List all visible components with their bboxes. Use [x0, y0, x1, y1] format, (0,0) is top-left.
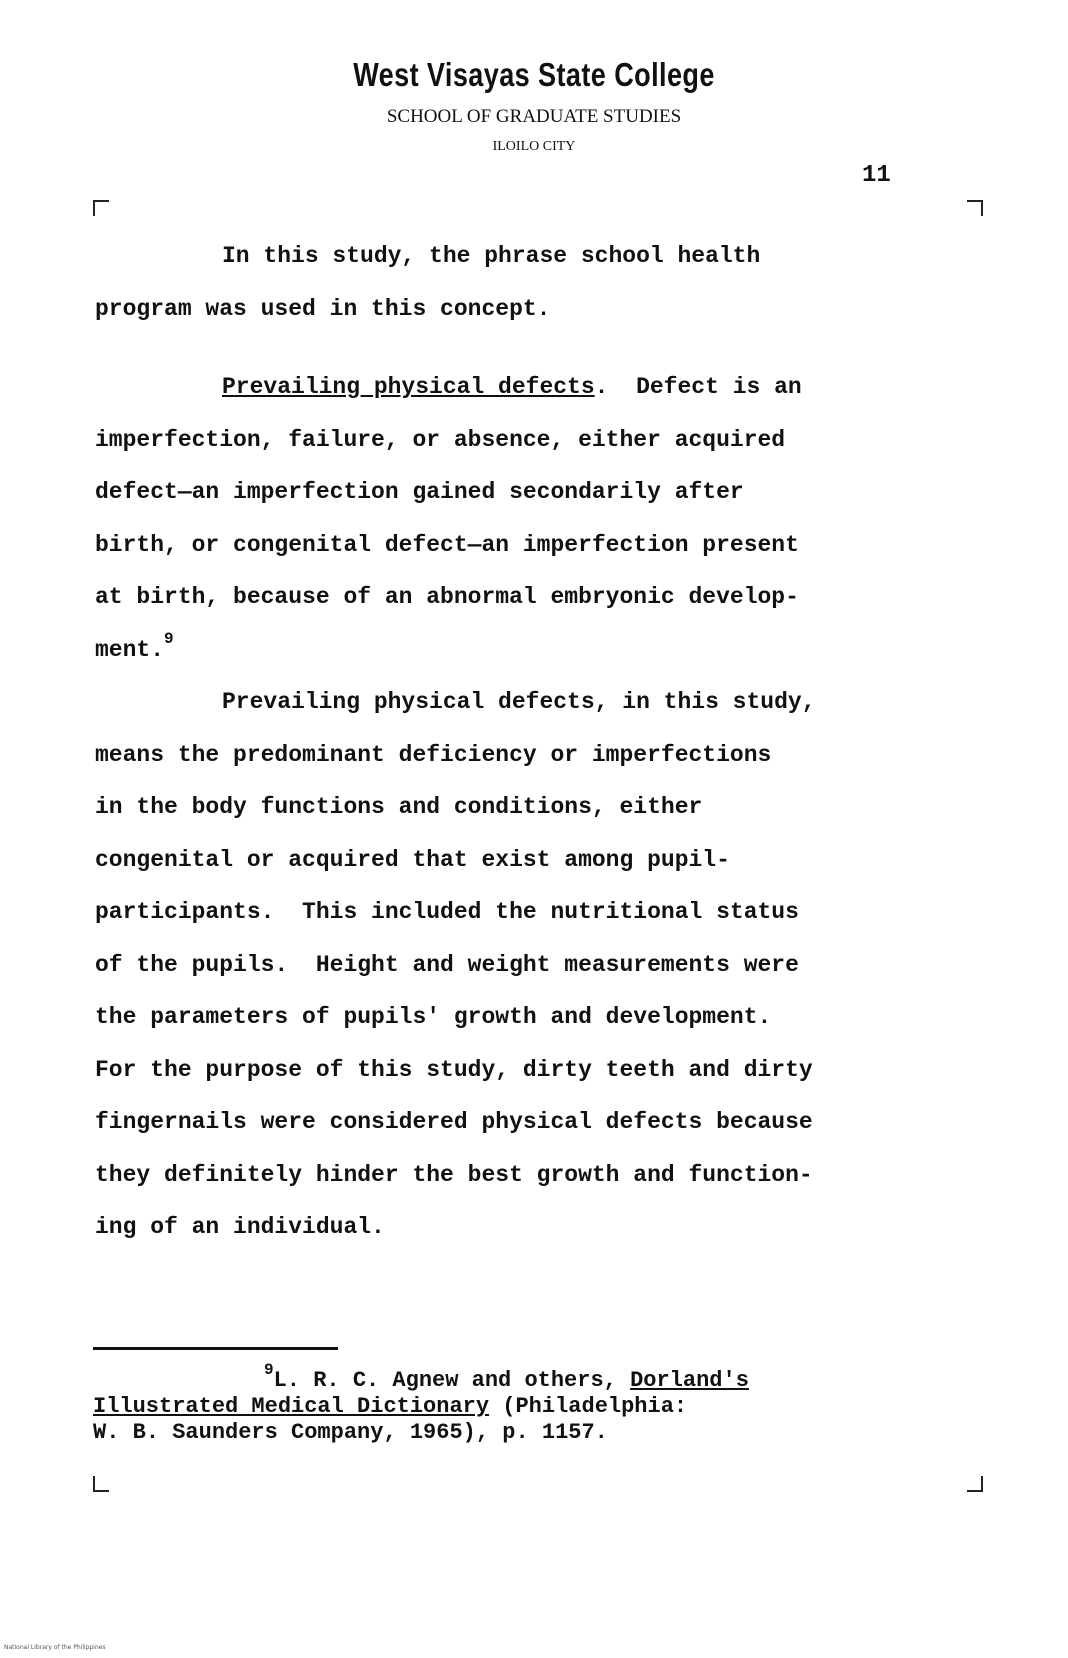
paragraph-line: means the predominant deficiency or imperfections: [95, 741, 772, 768]
college-name: West Visayas State College: [353, 56, 715, 93]
term-heading: Prevailing physical defects: [222, 374, 595, 400]
page-number: 11: [862, 162, 891, 189]
archive-stamp: National Library of the Philippines: [4, 1644, 106, 1651]
footnote: [93, 1360, 973, 1446]
crop-mark-top-left: [93, 200, 109, 216]
paragraph-line: For the purpose of this study, dirty teeth and dirty: [95, 1056, 813, 1083]
paragraph-line: imperfection, failure, or absence, either acquired: [95, 426, 786, 453]
paragraph-end-text: ment.: [95, 636, 165, 663]
footnote-reference: 9: [164, 629, 174, 648]
heading-continuation: . Defect is an: [594, 374, 802, 400]
crop-mark-top-right: [967, 200, 983, 216]
paragraph-gap: [95, 335, 975, 361]
footnote-authors: L. R. C. Agnew and others,: [273, 1368, 631, 1393]
footnote-title: Illustrated Medical Dictionary: [93, 1394, 490, 1419]
footnote-line: W. B. Saunders Company, 1965), p. 1157.: [93, 1420, 608, 1445]
school-name: SCHOOL OF GRADUATE STUDIES: [386, 106, 682, 127]
crop-mark-bottom-left: [93, 1476, 109, 1492]
footnote-separator: [93, 1347, 338, 1350]
crop-mark-bottom-right: [967, 1476, 983, 1492]
paragraph-line: defect—an imperfection gained secondarily after: [95, 479, 744, 505]
paragraph-line: at birth, because of an abnormal embryonic develop-: [95, 584, 799, 610]
paragraph-line: fingernails were considered physical defects because: [95, 1109, 813, 1135]
footnote-line: [93, 1394, 973, 1420]
footnote-marker: 9: [264, 1360, 274, 1379]
paragraph-line: [95, 624, 975, 677]
paragraph-line: the parameters of pupils' growth and development.: [95, 1004, 772, 1030]
city-name: ILOILO CITY: [492, 139, 576, 154]
footnote-line: [93, 1360, 973, 1394]
paragraph-line: participants. This included the nutritional status: [95, 899, 799, 925]
footnote-title: Dorland's: [630, 1368, 749, 1393]
paragraph-line: program was used in this concept.: [95, 295, 551, 322]
body-text: [95, 230, 975, 1254]
paragraph-line: In this study, the phrase school health: [222, 243, 761, 269]
paragraph-line: of the pupils. Height and weight measurements were: [95, 951, 799, 978]
paragraph-line: in the body functions and conditions, either: [95, 794, 703, 820]
paragraph-line: [95, 361, 975, 414]
paragraph-line: ing of an individual.: [95, 1214, 385, 1240]
paragraph-line: they definitely hinder the best growth and function-: [95, 1161, 813, 1188]
paragraph-line: congenital or acquired that exist among pupil-: [95, 846, 730, 873]
footnote-publisher: (Philadelphia:: [489, 1394, 688, 1419]
paragraph-line: Prevailing physical defects, in this study,: [222, 689, 816, 715]
paragraph-line: birth, or congenital defect—an imperfection present: [95, 531, 799, 558]
